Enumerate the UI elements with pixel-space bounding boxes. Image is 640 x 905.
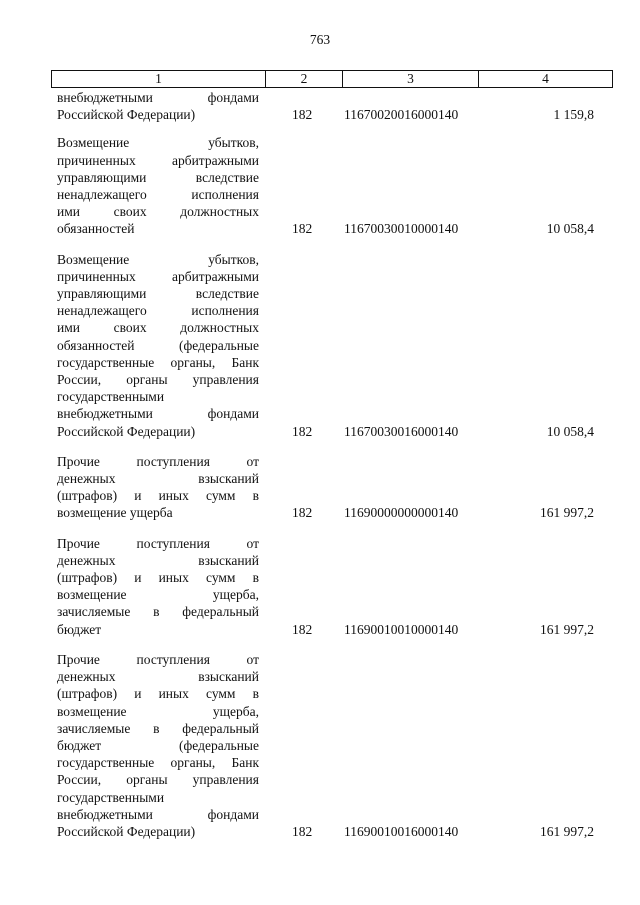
description-line: Прочие поступления от [57,651,259,667]
description-line: зачисляемые в федеральный [57,720,259,736]
description-line: денежных взысканий [57,552,259,568]
description-line: России, органы управления [57,372,259,388]
description-line: возмещение ущерба, [57,703,259,719]
budget-classification-code: 11670030010000140 [344,221,459,237]
description-line: Возмещение убытков, [57,135,259,151]
budget-classification-code: 11690010010000140 [344,621,459,637]
description-line: возмещение ущерба, [57,587,259,603]
row-description [57,453,259,522]
table-row [57,453,602,522]
description-line: (штрафов) и иных сумм в [57,686,259,702]
description-line: государственные органы, Банк [57,755,259,771]
amount-value: 161 997,2 [540,621,594,637]
amount-value: 161 997,2 [540,823,594,839]
description-line: причиненных арбитражными [57,152,259,168]
description-line: Прочие поступления от [57,453,259,469]
description-line: Российской Федерации) [57,823,196,839]
description-line: зачисляемые в федеральный [57,604,259,620]
amount-value: 161 997,2 [540,505,594,521]
table-row [57,251,602,440]
table-row [57,651,602,840]
admin-code: 182 [292,107,313,123]
description-line: Прочие поступления от [57,535,259,551]
description-line: причиненных арбитражными [57,268,259,284]
admin-code: 182 [292,423,313,439]
amount-value: 10 058,4 [546,221,594,237]
description-line: денежных взысканий [57,669,259,685]
column-header-row [51,70,613,88]
description-line: обязанностей [57,221,135,237]
description-line: внебюджетными фондами [57,406,259,422]
amount-value: 1 159,8 [553,107,594,123]
description-line: Российской Федерации) [57,423,196,439]
description-line: ими своих должностных [57,204,259,220]
description-line: Возмещение убытков, [57,251,259,267]
column-header-4: 4 [479,71,613,88]
column-header-3: 3 [343,71,479,88]
description-line: бюджет (федеральные [57,737,259,753]
admin-code: 182 [292,823,313,839]
amount-value: 10 058,4 [546,423,594,439]
description-line: внебюджетными фондами [57,90,259,105]
description-line: денежных взысканий [57,471,259,487]
description-line: России, органы управления [57,772,259,788]
admin-code: 182 [292,221,313,237]
admin-code: 182 [292,621,313,637]
row-description [57,89,259,123]
page-number: 763 [309,32,331,47]
description-line: ненадлежащего исполнения [57,187,259,203]
description-line: обязанностей (федеральные [57,337,259,353]
description-line: управляющими вследствие [57,169,259,185]
description-line: ими своих должностных [57,320,259,336]
table-row [57,535,602,638]
description-line: государственными [57,789,165,805]
budget-classification-code: 11670020016000140 [344,107,459,123]
description-line: внебюджетными фондами [57,806,259,822]
budget-classification-code: 11670030016000140 [344,423,459,439]
description-line: бюджет [57,621,102,637]
table-body [57,89,602,853]
row-description [57,651,259,840]
description-line: Российской Федерации) [57,107,196,123]
description-line: государственными [57,389,165,405]
table-row [57,134,602,237]
description-line: ненадлежащего исполнения [57,303,259,319]
budget-classification-code: 11690010016000140 [344,823,459,839]
description-line: (штрафов) и иных сумм в [57,570,259,586]
description-line: (штрафов) и иных сумм в [57,488,259,504]
row-description [57,251,259,440]
description-line: возмещение ущерба [57,505,173,521]
description-line: государственные органы, Банк [57,354,259,370]
description-line: управляющими вследствие [57,286,259,302]
row-description [57,134,259,237]
row-description [57,535,259,638]
budget-classification-code: 11690000000000140 [344,505,459,521]
column-header-2: 2 [266,71,343,88]
table-row [57,89,602,123]
column-header-1: 1 [52,71,266,88]
admin-code: 182 [292,505,313,521]
